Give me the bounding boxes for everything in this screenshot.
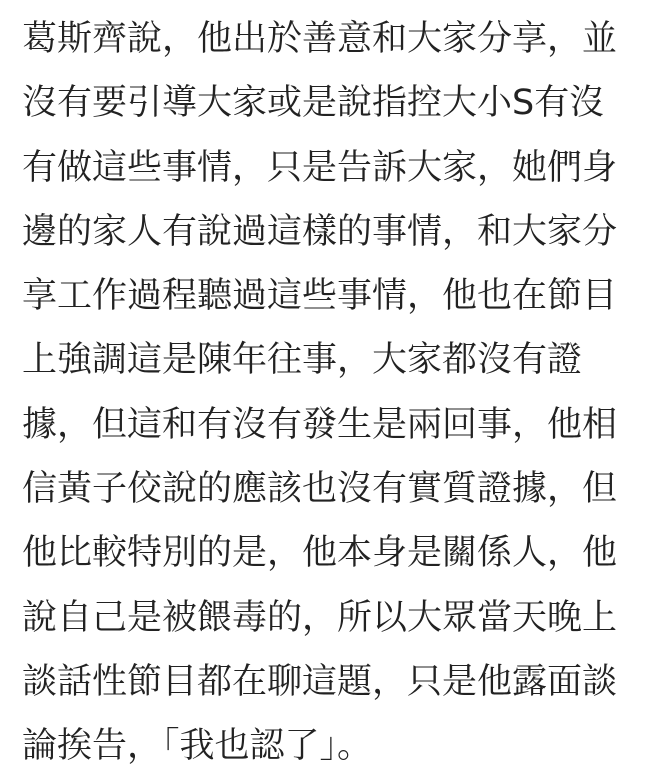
text-line: 信黃子佼說的應該也沒有實質證據，但 [22,469,618,510]
text-line: 有做這些事情，只是告訴大家，她們身 [22,147,618,188]
text-line: 沒有要引導大家或是說指控大小S有沒 [22,83,605,124]
article-body [22,7,662,779]
text-line: 據，但這和有沒有發生是兩回事，他相 [22,404,618,445]
text-line: 他比較特別的是，他本身是關係人，他 [22,533,618,574]
text-line: 論挨告，「我也認了」。 [22,726,373,767]
text-line: 葛斯齊說，他出於善意和大家分享，並 [22,19,618,59]
text-line: 談話性節目都在聊這題，只是他露面談 [22,661,618,702]
text-line: 享工作過程聽過這些事情，他也在節目 [22,276,618,317]
text-line: 邊的家人有說過這樣的事情，和大家分 [22,211,618,252]
text-line: 上強調這是陳年往事，大家都沒有證 [22,340,583,381]
text-line: 說自己是被餵毒的，所以大眾當天晚上 [22,597,618,638]
